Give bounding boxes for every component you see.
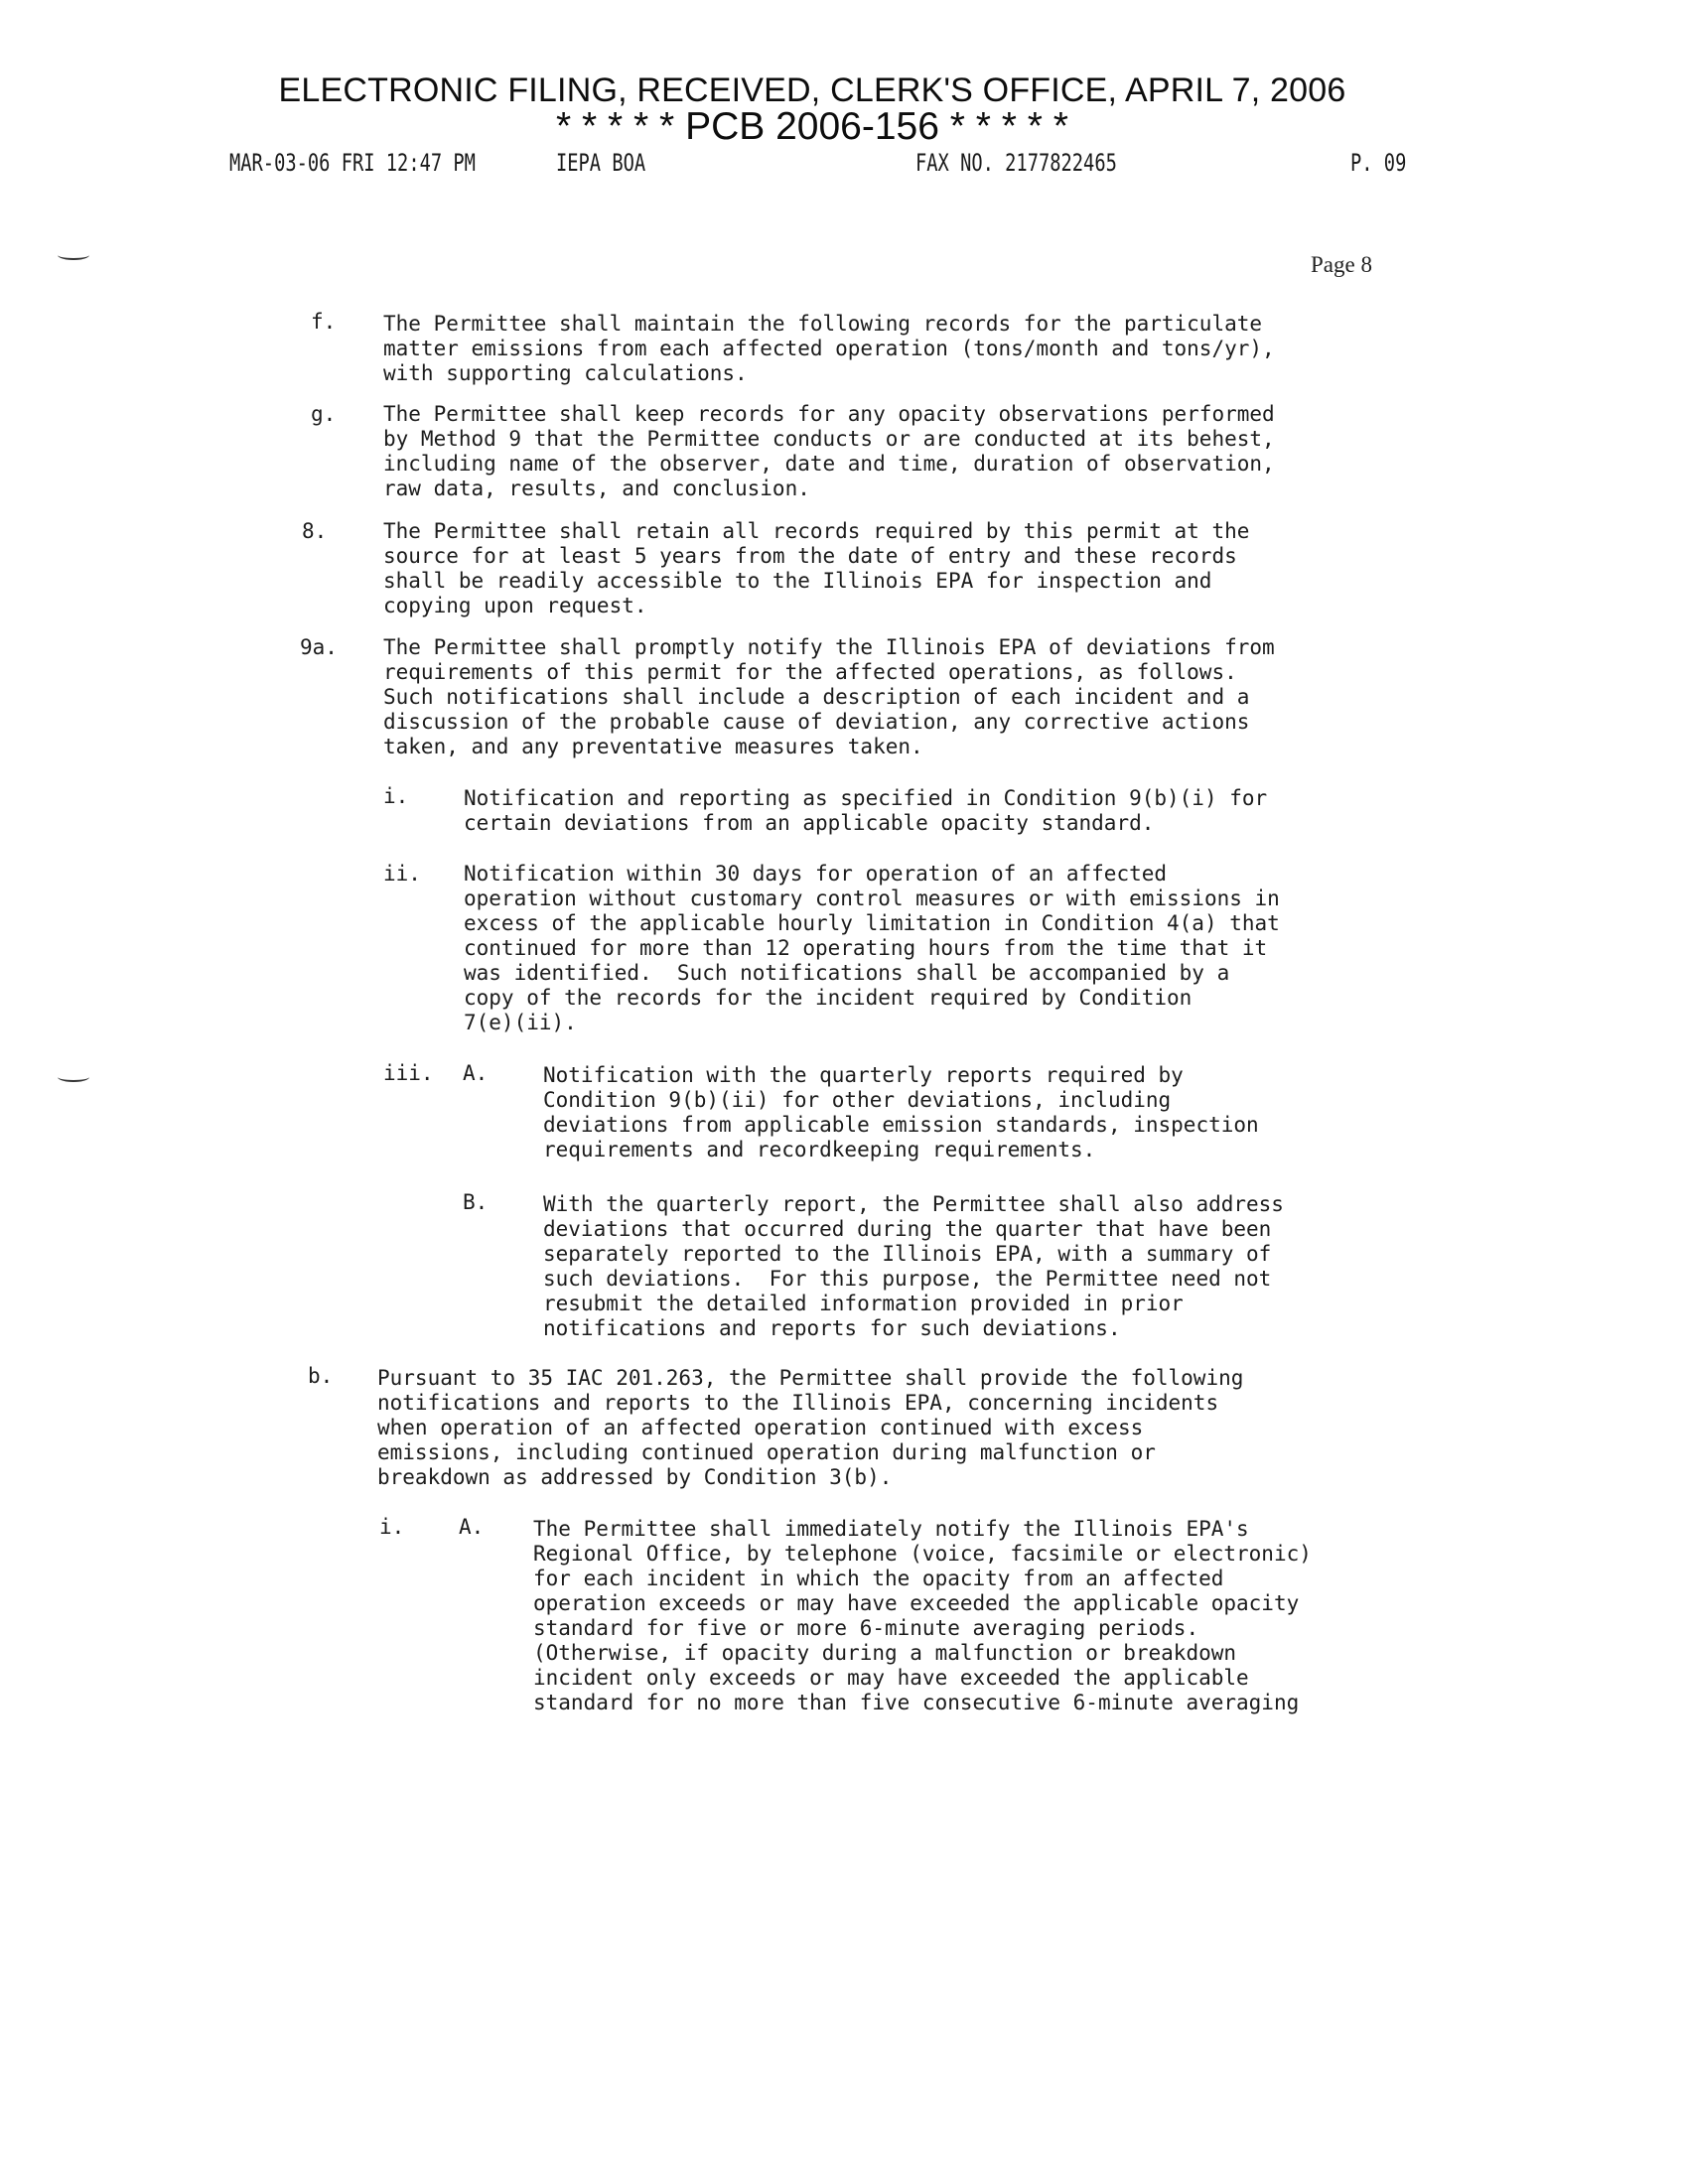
item-label-9a-ii: ii.	[383, 862, 421, 886]
item-label-9a-i: i.	[383, 784, 409, 808]
item-label-9a-iii-b: B.	[463, 1190, 489, 1214]
text-line: excess of the applicable hourly limitation in Condition 4(a) that	[464, 911, 1280, 935]
item-label-b: b.	[308, 1364, 334, 1388]
paragraph-9a	[383, 635, 1275, 759]
text-line: Notification with the quarterly reports required by	[543, 1063, 1184, 1087]
item-label-9a: 9a.	[300, 635, 338, 659]
text-line: was identified. Such notifications shall be accompanied by a	[464, 961, 1230, 985]
case-number-line: * * * * * PCB 2006-156 * * * * *	[556, 105, 1068, 148]
text-line: such deviations. For this purpose, the Permittee need not	[543, 1267, 1272, 1291]
text-line: The Permittee shall immediately notify the Illinois EPA's	[533, 1517, 1249, 1541]
item-sublabel-b-i-a: A.	[459, 1515, 485, 1539]
text-line: Notification within 30 days for operation of an affected	[464, 862, 1168, 886]
text-line: notifications and reports for such deviations.	[543, 1316, 1121, 1340]
text-line: standard for five or more 6-minute averaging periods.	[533, 1616, 1199, 1640]
text-line: separately reported to the Illinois EPA, with a summary of	[543, 1242, 1272, 1266]
text-line: standard for no more than five consecutive 6-minute averaging	[533, 1691, 1300, 1714]
paragraph-f	[383, 312, 1275, 386]
punch-mark	[58, 250, 89, 260]
text-line: requirements of this permit for the affected operations, as follows.	[383, 660, 1237, 684]
text-line: certain deviations from an applicable opacity standard.	[464, 811, 1155, 835]
paragraph-g	[383, 402, 1275, 501]
text-line: matter emissions from each affected operation (tons/month and tons/yr),	[383, 337, 1275, 360]
text-line: requirements and recordkeeping requirements.	[543, 1138, 1096, 1161]
text-line: shall be readily accessible to the Illinois EPA for inspection and	[383, 569, 1212, 593]
text-line: The Permittee shall keep records for any opacity observations performed	[383, 402, 1275, 426]
fax-datetime: MAR-03-06 FRI 12:47 PM	[229, 149, 476, 177]
paragraph-9a-iii-a	[543, 1063, 1259, 1162]
text-line: taken, and any preventative measures taken.	[383, 735, 923, 758]
item-label-b-i: i.	[379, 1515, 405, 1539]
fax-sender: IEPA BOA	[556, 149, 646, 177]
text-line: The Permittee shall retain all records required by this permit at the	[383, 519, 1250, 543]
paragraph-b	[377, 1366, 1243, 1490]
text-line: Such notifications shall include a description of each incident and a	[383, 685, 1250, 709]
text-line: for each incident in which the opacity from an affected	[533, 1567, 1224, 1590]
fax-number: FAX NO. 2177822465	[915, 149, 1117, 177]
text-line: when operation of an affected operation continued with excess	[377, 1416, 1144, 1439]
filing-stamp-line: ELECTRONIC FILING, RECEIVED, CLERK'S OFFICE, APRIL 7, 2006	[278, 71, 1346, 109]
text-line: With the quarterly report, the Permittee shall also address	[543, 1192, 1284, 1216]
text-line: operation without customary control measures or with emissions in	[464, 887, 1280, 910]
item-sublabel-9a-iii-a: A.	[463, 1061, 489, 1085]
punch-mark	[58, 1072, 89, 1082]
text-line: including name of the observer, date and time, duration of observation,	[383, 452, 1275, 476]
text-line: Condition 9(b)(ii) for other deviations, including	[543, 1088, 1172, 1112]
text-line: The Permittee shall promptly notify the Illinois EPA of deviations from	[383, 635, 1275, 659]
text-line: continued for more than 12 operating hours from the time that it	[464, 936, 1268, 960]
text-line: with supporting calculations.	[383, 361, 748, 385]
item-label-g: g.	[311, 402, 337, 426]
text-line: deviations from applicable emission standards, inspection	[543, 1113, 1259, 1137]
paragraph-9a-i	[464, 786, 1267, 836]
text-line: The Permittee shall maintain the following records for the particulate	[383, 312, 1263, 336]
paragraph-8	[383, 519, 1249, 618]
item-label-9a-iii: iii.	[383, 1061, 434, 1085]
text-line: 7(e)(ii).	[464, 1011, 577, 1034]
page-label: Page 8	[1311, 252, 1372, 277]
text-line: operation exceeds or may have exceeded the applicable opacity	[533, 1591, 1300, 1615]
paragraph-9a-iii-b	[543, 1192, 1284, 1341]
text-line: raw data, results, and conclusion.	[383, 477, 810, 500]
item-label-8: 8.	[302, 519, 328, 543]
paragraph-9a-ii	[464, 862, 1280, 1035]
fax-page-number: P. 09	[1350, 149, 1407, 177]
text-line: copying upon request.	[383, 594, 647, 617]
text-line: (Otherwise, if opacity during a malfunction or breakdown	[533, 1641, 1237, 1665]
text-line: discussion of the probable cause of deviation, any corrective actions	[383, 710, 1250, 734]
text-line: incident only exceeds or may have exceeded the applicable	[533, 1666, 1249, 1690]
text-line: source for at least 5 years from the date of entry and these records	[383, 544, 1237, 568]
text-line: Regional Office, by telephone (voice, facsimile or electronic)	[533, 1542, 1312, 1566]
item-label-f: f.	[311, 310, 337, 334]
text-line: notifications and reports to the Illinois EPA, concerning incidents	[377, 1391, 1219, 1415]
text-line: breakdown as addressed by Condition 3(b).	[377, 1465, 893, 1489]
text-line: resubmit the detailed information provided in prior	[543, 1292, 1184, 1315]
text-line: copy of the records for the incident required by Condition	[464, 986, 1193, 1010]
paragraph-b-i-a	[533, 1517, 1312, 1715]
text-line: Pursuant to 35 IAC 201.263, the Permittee shall provide the following	[377, 1366, 1244, 1390]
text-line: by Method 9 that the Permittee conducts or are conducted at its behest,	[383, 427, 1275, 451]
text-line: Notification and reporting as specified in Condition 9(b)(i) for	[464, 786, 1268, 810]
text-line: emissions, including continued operation during malfunction or	[377, 1440, 1156, 1464]
text-line: deviations that occurred during the quarter that have been	[543, 1217, 1272, 1241]
